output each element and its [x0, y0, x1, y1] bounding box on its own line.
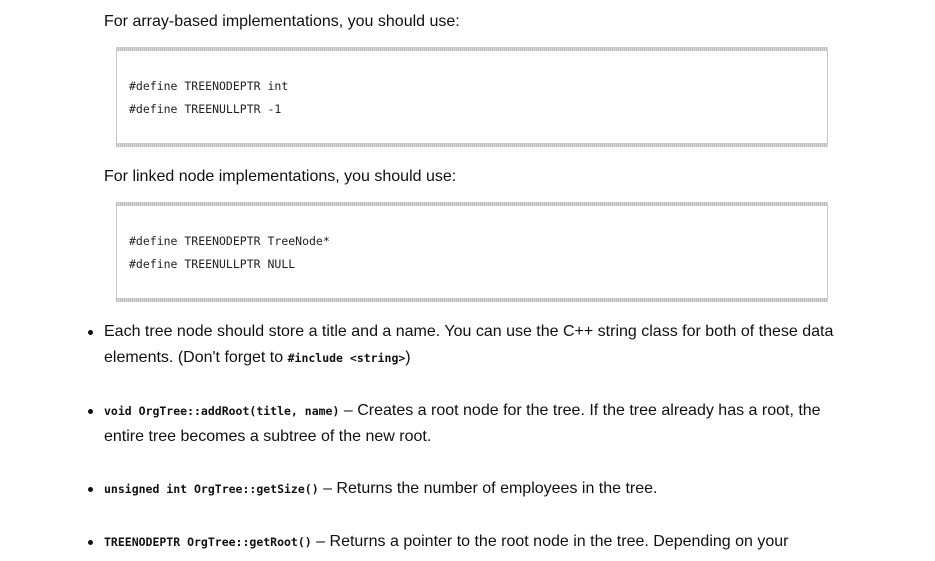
list-item: [104, 476, 864, 502]
list-item: [104, 319, 864, 371]
list-item-text: ): [405, 349, 411, 366]
code-line: #define TREENULLPTR NULL: [129, 257, 296, 271]
code-block-array: [116, 47, 828, 147]
list-item-text: – Returns the number of employees in the tree.: [318, 480, 658, 497]
bullet-icon: [88, 330, 93, 335]
code-line: #define TREENODEPTR int: [129, 79, 289, 93]
inline-code: unsigned int OrgTree::getSize(): [104, 482, 319, 496]
bullet-icon: [88, 487, 93, 492]
inline-code: void OrgTree::addRoot(title, name): [104, 404, 340, 418]
list-item-text: – Returns a pointer to the root node in the tree. Depending on your: [311, 533, 789, 550]
code-line: #define TREENODEPTR TreeNode*: [129, 234, 330, 248]
list-item-text: – Creates a root node for the tree. If the tree already has a root, the entire tree becomes a subtree of the new root.: [104, 402, 821, 445]
list-item-text: Each tree node should store a title and a name. You can use the C++ string class for both of these data elements. (Don't forget to: [104, 323, 834, 366]
code-block-linked: [116, 202, 828, 302]
bullet-icon: [88, 409, 93, 414]
list-item: [104, 529, 864, 555]
list-item: [104, 398, 864, 450]
code-line: #define TREENULLPTR -1: [129, 102, 282, 116]
inline-code: TREENODEPTR OrgTree::getRoot(): [104, 535, 312, 549]
linked-implementation-heading: For linked node implementations, you should use:: [104, 168, 457, 185]
bullet-icon: [88, 540, 93, 545]
inline-code: #include <string>: [287, 351, 406, 365]
array-implementation-heading: For array-based implementations, you should use:: [104, 13, 460, 30]
